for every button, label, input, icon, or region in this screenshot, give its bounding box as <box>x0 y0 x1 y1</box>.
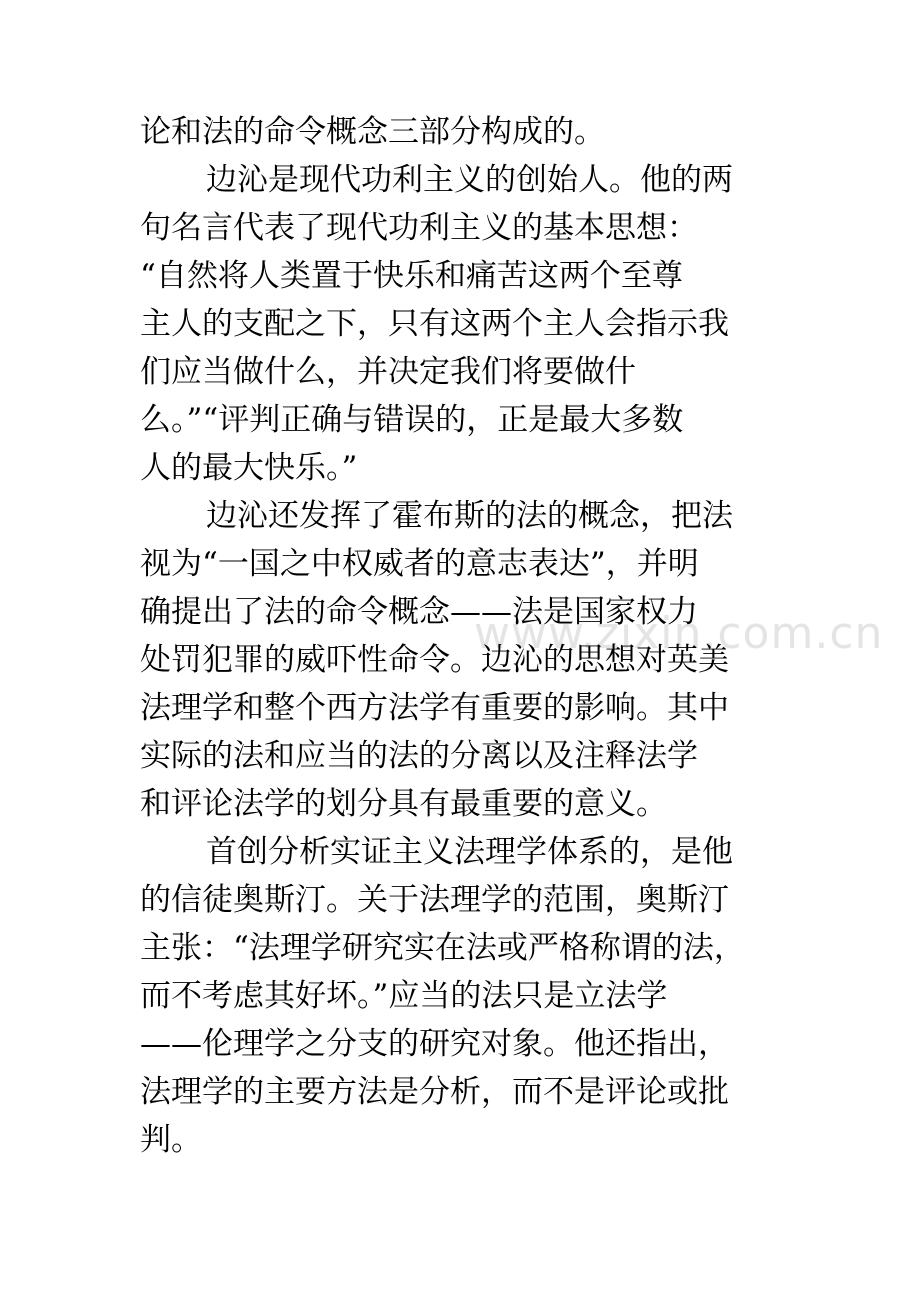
text-line: 视为“一国之中权威者的意志表达”，并明 <box>140 546 699 582</box>
text-line: 人的最大快乐。” <box>140 450 358 486</box>
text-line: 实际的法和应当的法的分离以及注释法学 <box>140 738 698 774</box>
text-line: 法理学和整个西方法学有重要的影响。其中 <box>140 690 729 726</box>
paragraph-first-line: 边沁还发挥了霍布斯的法的概念，把法 <box>206 498 733 534</box>
text-line: 么。”“评判正确与错误的，正是最大多数 <box>140 402 684 438</box>
text-line: 们应当做什么，并决定我们将要做什 <box>140 354 636 390</box>
text-line: 确提出了法的命令概念——法是国家权力 <box>140 594 698 630</box>
text-line: ——伦理学之分支的研究对象。他还指出， <box>140 1026 729 1062</box>
watermark: www.zixin.com.cn <box>474 608 884 659</box>
text-line: 和评论法学的划分具有最重要的意义。 <box>140 786 667 822</box>
text-line: 主人的支配之下，只有这两个主人会指示我 <box>140 306 729 342</box>
text-line: 法理学的主要方法是分析，而不是评论或批 <box>140 1074 729 1110</box>
text-line: 的信徒奥斯汀。关于法理学的范围，奥斯汀 <box>140 882 729 918</box>
text-line: 句名言代表了现代功利主义的基本思想： <box>140 210 698 246</box>
paragraph-first-line: 首创分析实证主义法理学体系的，是他 <box>206 834 733 870</box>
text-line: 论和法的命令概念三部分构成的。 <box>140 114 605 150</box>
text-line: “自然将人类置于快乐和痛苦这两个至尊 <box>140 258 683 294</box>
paragraph-first-line: 边沁是现代功利主义的创始人。他的两 <box>206 162 733 198</box>
text-line: 处罚犯罪的威吓性命令。边沁的思想对英美 <box>140 642 729 678</box>
body-text <box>140 108 800 1164</box>
text-line: 判。 <box>140 1122 202 1158</box>
text-line: 主张：“法理学研究实在法或严格称谓的法， <box>140 930 745 966</box>
text-line: 而不考虑其好坏。”应当的法只是立法学 <box>140 978 668 1014</box>
